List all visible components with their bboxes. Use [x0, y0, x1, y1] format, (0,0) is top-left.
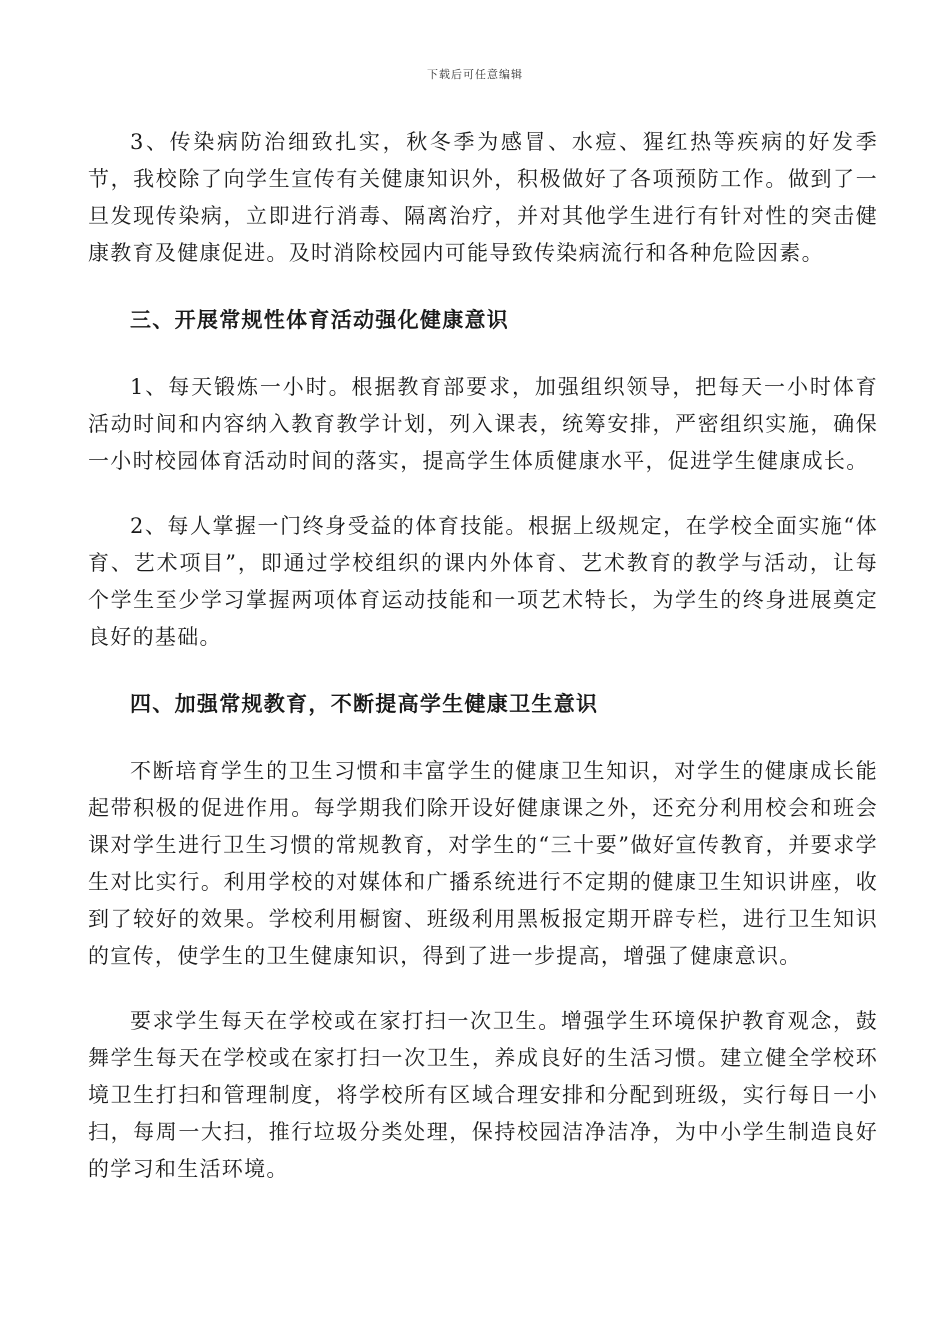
- spacer: [88, 272, 878, 302]
- section-heading-3: 三、开展常规性体育活动强化健康意识: [130, 308, 510, 332]
- spacer: [88, 480, 878, 508]
- document-body: [88, 124, 878, 1188]
- paragraph-daily-exercise: 1、每天锻炼一小时。根据教育部要求，加强组织领导，把每天一小时体育活动时间和内容纳入教育教学计划，列入课表，统筹安排，严密组织实施，确保一小时校园体育活动时间的落实，提高学生体质健康水平，促进学生健康成长。: [88, 375, 878, 473]
- paragraph-cleaning: 要求学生每天在学校或在家打扫一次卫生。增强学生环境保护教育观念，鼓舞学生每天在学校或在家打扫一次卫生，养成良好的生活习惯。建立健全学校环境卫生打扫和管理制度，将学校所有区域合理安排和分配到班级，实行每日一小扫，每周一大扫，推行垃圾分类处理，保持校园洁净洁净，为中小学生制造良好的学习和生活环境。: [88, 1009, 878, 1181]
- spacer: [88, 723, 878, 753]
- section-heading-4: 四、加强常规教育，不断提高学生健康卫生意识: [130, 692, 599, 716]
- paragraph-hygiene-education: 不断培育学生的卫生习惯和丰富学生的健康卫生知识，对学生的健康成长能起带积极的促进作用。每学期我们除开设好健康课之外，还充分利用校会和班会课对学生进行卫生习惯的常规教育，对学生的“三十要”做好宣传教育，并要求学生对比实行。利用学校的对媒体和广播系统进行不定期的健康卫生知识讲座，收到了较好的效果。学校利用橱窗、班级利用黑板报定期开辟专栏，进行卫生知识的宣传，使学生的卫生健康知识，得到了进一步提高，增强了健康意识。: [88, 759, 878, 968]
- paragraph-infectious-disease: 3、传染病防治细致扎实，秋冬季为感冒、水痘、猩红热等疾病的好发季节，我校除了向学生宣传有关健康知识外，积极做好了各项预防工作。做到了一旦发现传染病，立即进行消毒、隔离治疗，并对其他学生进行有针对性的突击健康教育及健康促进。及时消除校园内可能导致传染病流行和各种危险因素。: [88, 130, 878, 265]
- spacer: [88, 656, 878, 686]
- spacer: [88, 339, 878, 369]
- paragraph-sports-skill: 2、每人掌握一门终身受益的体育技能。根据上级规定，在学校全面实施“体育、艺术项目”，即通过学校组织的课内外体育、艺术教育的教学与活动，让每个学生至少学习掌握两项体育运动技能和一项艺术特长，为学生的终身进展奠定良好的基础。: [88, 514, 878, 649]
- page-header-note: 下载后可任意编辑: [427, 68, 523, 81]
- spacer: [88, 975, 878, 1003]
